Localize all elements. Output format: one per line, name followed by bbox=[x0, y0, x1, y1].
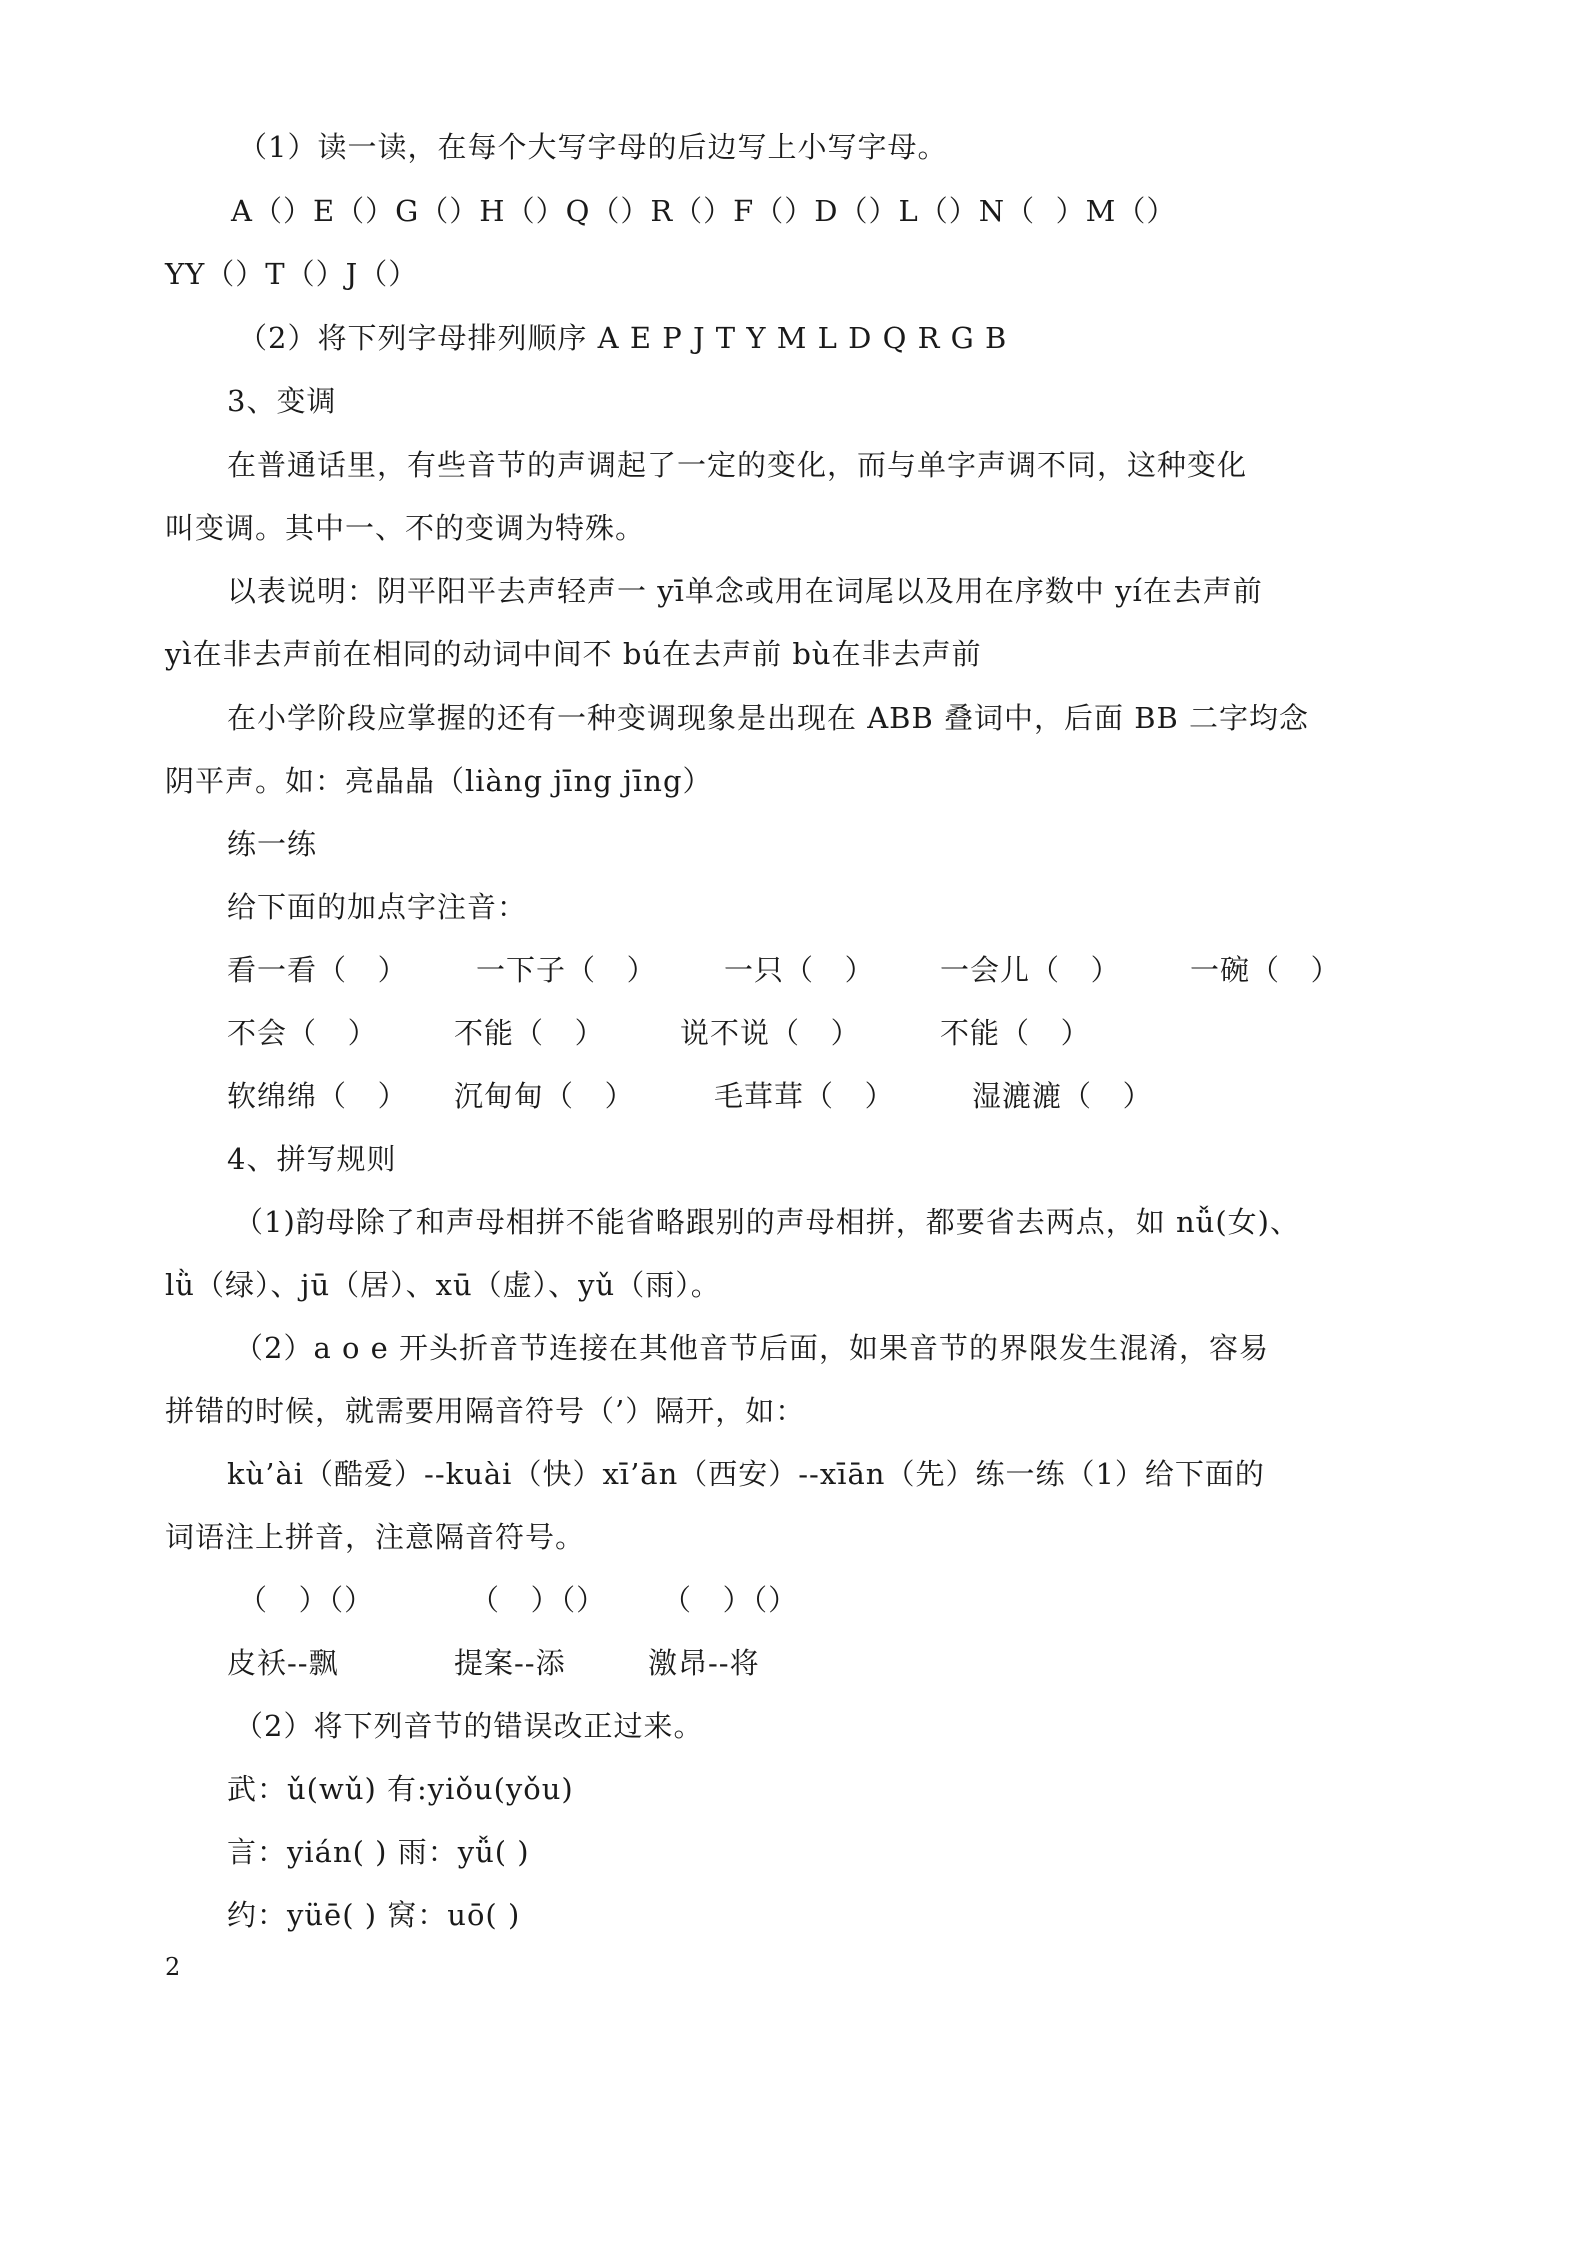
correction-item: 约：yüē( ) 窝：uō( ) bbox=[227, 1898, 521, 1932]
paragraph-line: kù’ài（酷爱）--kuài（快）xī’ān（西安）--xīān（先）练一练（1）给下面的 bbox=[227, 1457, 1265, 1491]
paragraph-line: 在小学阶段应掌握的还有一种变调现象是出现在 ABB 叠词中，后面 BB 二字均念 bbox=[227, 701, 1310, 735]
paragraph-line: 在普通话里，有些音节的声调起了一定的变化，而与单字声调不同，这种变化 bbox=[227, 448, 1248, 482]
exercise-item: 一碗（ ） bbox=[1190, 953, 1341, 987]
correction-item: 言：yián( ) 雨：yǚ( ) bbox=[227, 1835, 530, 1869]
exercise-item: 不能（ ） bbox=[940, 1016, 1091, 1050]
exercise-item: 说不说（ ） bbox=[680, 1016, 861, 1050]
instruction-read: （1）读一读，在每个大写字母的后边写上小写字母。 bbox=[238, 130, 948, 164]
paragraph-line: yì在非去声前在相同的动词中间不 bú在去声前 bù在非去声前 bbox=[165, 637, 982, 671]
exercise-item: 湿漉漉（ ） bbox=[972, 1079, 1153, 1113]
paragraph-line: 阴平声。如：亮晶晶（liàng jīng jīng） bbox=[165, 764, 713, 798]
exercise-heading: 练一练 bbox=[227, 827, 318, 861]
word-item: 提案--添 bbox=[454, 1646, 566, 1680]
paragraph-line: （2）a o e 开头折音节连接在其他音节后面，如果音节的界限发生混淆，容易 bbox=[234, 1331, 1270, 1365]
exercise-item: 一只（ ） bbox=[724, 953, 875, 987]
word-item: 激昂--将 bbox=[648, 1646, 760, 1680]
correction-item: 武：ǔ(wǔ) 有:yiǒu(yǒu) bbox=[227, 1772, 574, 1806]
exercise-item: 沉甸甸（ ） bbox=[454, 1079, 635, 1113]
page-number: 2 bbox=[165, 1953, 181, 1981]
paragraph-line: 以表说明：阴平阳平去声轻声一 yī单念或用在词尾以及用在序数中 yí在去声前 bbox=[227, 574, 1263, 608]
exercise-item: 看一看（ ） bbox=[227, 953, 408, 987]
exercise-item: 软绵绵（ ） bbox=[227, 1079, 408, 1113]
paragraph-line: 词语注上拼音，注意隔音符号。 bbox=[165, 1520, 586, 1554]
exercise-item: 一下子（ ） bbox=[476, 953, 657, 987]
exercise-item: 不能（ ） bbox=[454, 1016, 605, 1050]
paragraph-line: 叫变调。其中一、不的变调为特殊。 bbox=[165, 511, 646, 545]
paragraph-line: lǜ（绿）、jū（居）、xū（虚）、yǔ（雨）。 bbox=[165, 1268, 721, 1302]
blank-item: （ ）（） bbox=[662, 1583, 799, 1617]
instruction-order: （2）将下列字母排列顺序 A E P J T Y M L D Q R G B bbox=[238, 321, 1008, 355]
instruction-correct: （2）将下列音节的错误改正过来。 bbox=[234, 1709, 704, 1743]
section-heading-tone-change: 3、变调 bbox=[227, 384, 337, 418]
uppercase-letters-row-2: YY（）T（）J（） bbox=[165, 257, 419, 291]
exercise-item: 一会儿（ ） bbox=[940, 953, 1121, 987]
uppercase-letters-row: A（）E（）G（）H（）Q（）R（）F（）D（）L（）N（ ）M（） bbox=[231, 194, 1177, 228]
blank-item: （ ）（） bbox=[470, 1583, 607, 1617]
section-heading-spelling-rules: 4、拼写规则 bbox=[227, 1142, 397, 1176]
paragraph-line: （1)韵母除了和声母相拼不能省略跟别的声母相拼，都要省去两点，如 nǚ(女)、 bbox=[234, 1205, 1300, 1239]
exercise-instruction: 给下面的加点字注音： bbox=[227, 890, 528, 924]
exercise-item: 不会（ ） bbox=[227, 1016, 378, 1050]
paragraph-line: 拼错的时候，就需要用隔音符号（’）隔开，如： bbox=[165, 1394, 806, 1428]
exercise-item: 毛茸茸（ ） bbox=[714, 1079, 895, 1113]
blank-item: （ ）（） bbox=[238, 1583, 375, 1617]
word-item: 皮袄--飘 bbox=[227, 1646, 339, 1680]
